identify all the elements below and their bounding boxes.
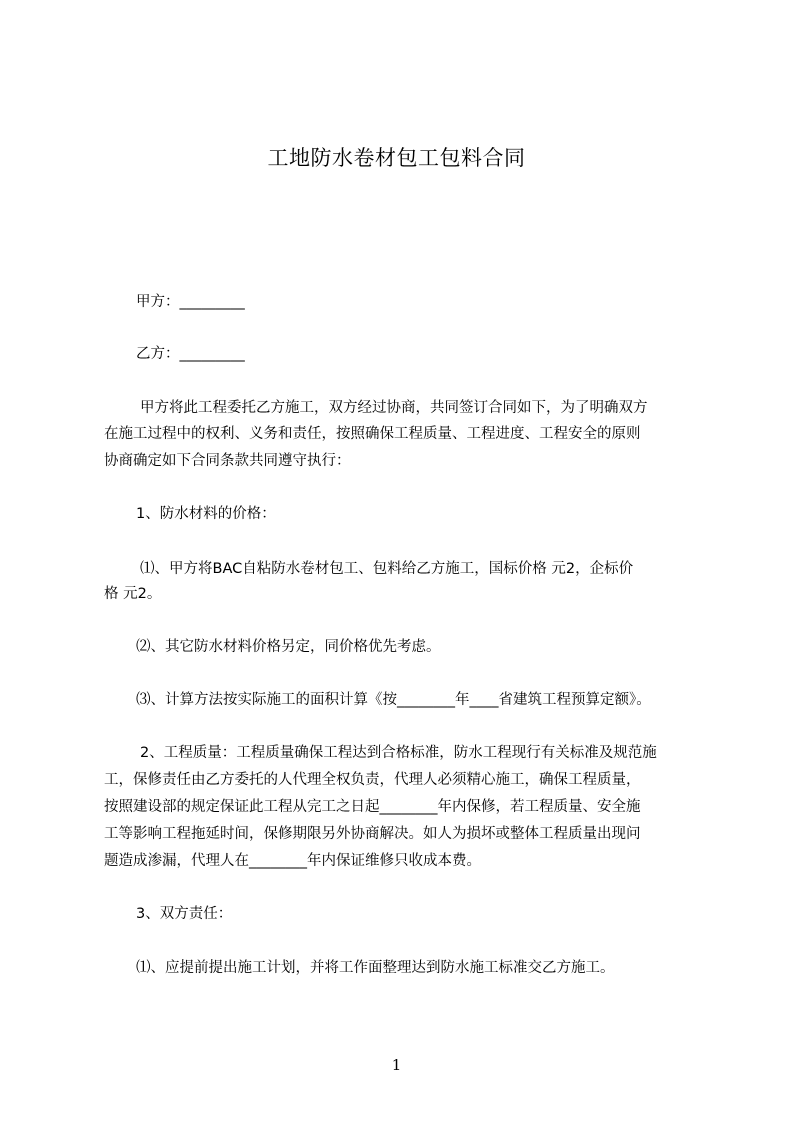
party-b-line: 乙方：_________: [136, 346, 245, 362]
section-2-line: 题造成渗漏，代理人在________年内保证维修只收成本费。: [104, 853, 481, 869]
intro-paragraph-line: 协商确定如下合同条款共同遵守执行：: [104, 453, 351, 469]
intro-paragraph-line: 甲方将此工程委托乙方施工，双方经过协商，共同签订合同如下，为了明确双方: [140, 400, 648, 416]
section-1-item-1-line: 格 元2。: [104, 586, 162, 602]
section-1-heading: 1、防水材料的价格：: [136, 506, 276, 522]
page-number: 1: [391, 1056, 402, 1074]
section-1-item-3: ⑶、计算方法按实际施工的面积计算《按________年____省建筑工程预算定额》。: [136, 692, 651, 708]
section-1-item-1-line: ⑴、甲方将BAC自粘防水卷材包工、包料给乙方施工，国标价格 元2，企标价: [140, 561, 634, 577]
section-2-line: 按照建设部的规定保证此工程从完工之日起________年内保修，若工程质量、安全施: [104, 799, 641, 815]
section-1-item-2: ⑵、其它防水材料价格另定，同价格优先考虑。: [136, 639, 441, 655]
intro-paragraph-line: 在施工过程中的权利、义务和责任，按照确保工程质量、工程进度、工程安全的原则: [104, 426, 641, 442]
section-3-heading: 3、双方责任：: [136, 906, 233, 922]
section-2-line: 工，保修责任由乙方委托的人代理全权负责，代理人必须精心施工，确保工程质量，: [104, 772, 641, 788]
party-a-line: 甲方：_________: [136, 294, 245, 310]
document-title: 工地防水卷材包工包料合同: [267, 146, 526, 170]
section-2-line: 工等影响工程拖延时间，保修期限另外协商解决。如人为损坏或整体工程质量出现问: [104, 826, 641, 842]
section-2-line: 2、工程质量：工程质量确保工程达到合格标准，防水工程现行有关标准及规范施: [140, 745, 657, 761]
section-3-item-1: ⑴、应提前提出施工计划，并将工作面整理达到防水施工标准交乙方施工。: [136, 960, 615, 976]
